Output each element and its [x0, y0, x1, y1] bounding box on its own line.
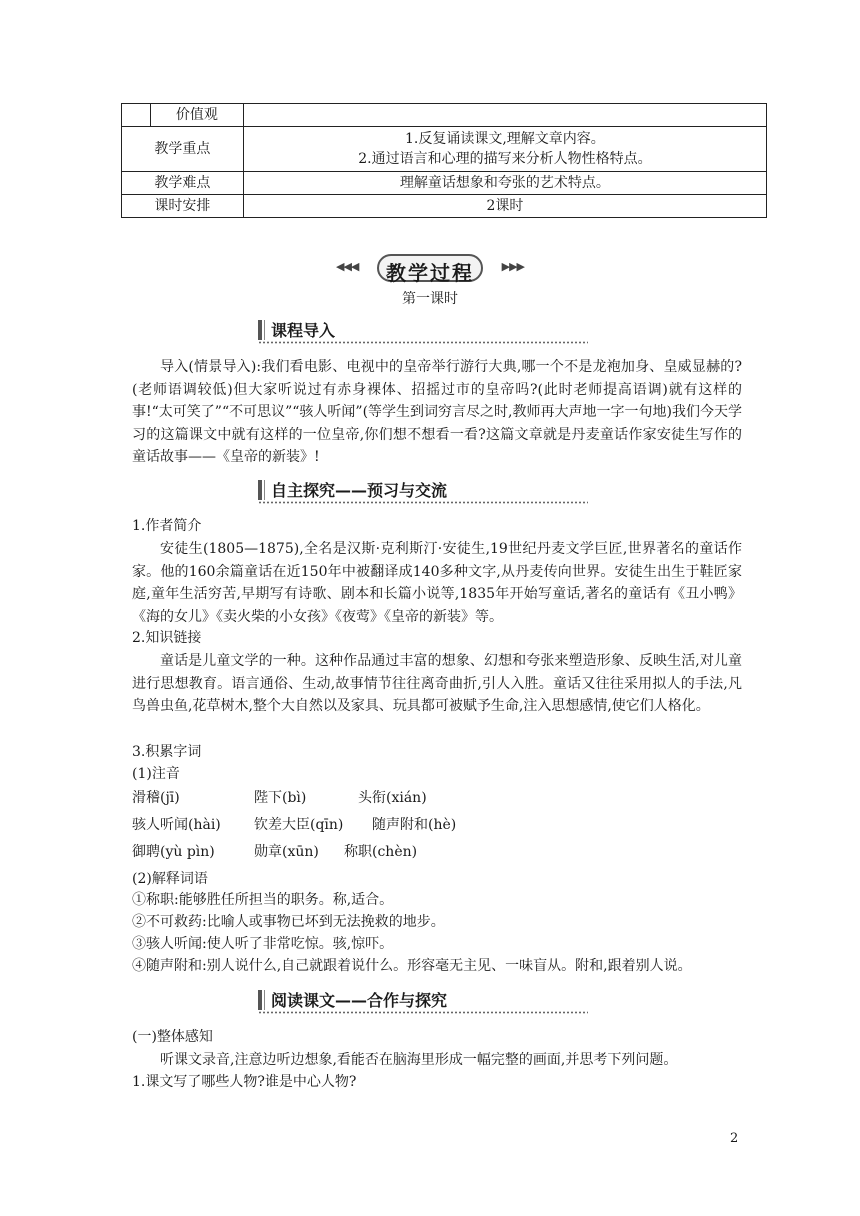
table-row-value [243, 104, 766, 127]
explanation-item: ①称职:能够胜任所担当的职务。称,适合。 [132, 892, 394, 908]
table-row-value: 1.反复诵读课文,理解文章内容。 2.通过语言和心理的描写来分析人物性格特点。 [243, 127, 766, 172]
knowledge-paragraph: 童话是儿童文学的一种。这种作品通过丰富的想象、幻想和夸张来塑造形象、反映生活,对儿童进行思想教育。语言通俗、生动,故事情节往往离奇曲折,引人入胜。童话又往往采用拟人的手法,凡鸟兽虫鱼,花草树木,整个大自然以及家具、玩具都可被赋予生命,注入思想感情,使它们人格化。 [132, 653, 742, 715]
section-heading-self-study [258, 478, 588, 504]
section-heading-reading [258, 988, 588, 1014]
table-row-label: 教学难点 [122, 172, 244, 195]
section-heading-text: 阅读课文——合作与探究 [271, 991, 448, 1010]
table-row-label: 教学重点 [122, 127, 244, 172]
explanation-item: ②不可救药:比喻人或事物已坏到无法挽救的地步。 [132, 914, 445, 930]
table-cell-empty [122, 104, 151, 127]
section-banner [330, 254, 530, 285]
section-heading-text: 课程导入 [271, 321, 336, 340]
lesson-info-table [121, 103, 767, 218]
pinyin-item: 勋章(xūn) [254, 844, 319, 860]
vocab-title: 3.积累字词 [132, 744, 202, 760]
part-title: (一)整体感知 [132, 1029, 213, 1045]
table-row [122, 104, 767, 127]
page-number: 2 [730, 1131, 739, 1146]
table-row-label: 价值观 [150, 104, 243, 127]
dotted-underline [258, 1011, 588, 1014]
banner-pill [377, 254, 483, 285]
pinyin-title: (1)注音 [132, 766, 180, 782]
reading-instruction: 听课文录音,注意边听边想象,看能否在脑海里形成一幅完整的画面,并思考下列问题。 [160, 1052, 678, 1068]
table-row-value: 2课时 [243, 195, 766, 218]
intro-paragraph: 导入(情景导入):我们看电影、电视中的皇帝举行游行大典,哪一个不是龙袍加身、皇威显赫的?(老师语调较低)但大家听说过有赤身裸体、招摇过市的皇帝吗?(此时老师提高语调)就有这样的事!“太可笑了”“不可思议”“骇人听闻”(等学生到词穷言尽之时,教师再大声地一字一句地)我们今天学习的这篇课文中就有这样的一位皇帝,你们想不想看一看?这篇文章就是丹麦童话作家安徒生写作的童话故事——《皇帝的新装》! [132, 359, 742, 466]
pinyin-item: 滑稽(jī) [132, 790, 180, 806]
explain-title: (2)解释词语 [132, 871, 208, 887]
author-title: 1.作者简介 [132, 518, 202, 534]
pinyin-item: 骇人听闻(hài) [132, 817, 221, 833]
banner-title: 教学过程 [386, 261, 474, 285]
lesson-label: 第一课时 [402, 291, 458, 307]
pinyin-item: 头衔(xián) [358, 790, 427, 806]
pinyin-item: 御聘(yù pìn) [132, 844, 215, 860]
table-row [122, 195, 767, 218]
right-arrows-icon: ▶▶▶ [501, 260, 524, 273]
knowledge-title: 2.知识链接 [132, 630, 202, 646]
pinyin-item: 钦差大臣(qīn) [254, 817, 344, 833]
pinyin-item: 陛下(bì) [254, 790, 307, 806]
dotted-underline [258, 501, 588, 504]
explanation-item: ④随声附和:别人说什么,自己就跟着说什么。形容毫无主见、一味盲从。附和,跟着别人说。 [132, 958, 692, 974]
table-row [122, 172, 767, 195]
explanation-item: ③骇人听闻:使人听了非常吃惊。骇,惊吓。 [132, 936, 394, 952]
section-heading-text: 自主探究——预习与交流 [271, 481, 448, 500]
table-row [122, 127, 767, 172]
section-heading-intro [258, 318, 588, 344]
pinyin-item: 称职(chèn) [344, 844, 418, 860]
dotted-underline [258, 341, 588, 344]
table-row-label: 课时安排 [122, 195, 244, 218]
author-paragraph: 安徒生(1805—1875),全名是汉斯·克利斯汀·安徒生,19世纪丹麦文学巨匠,世界著名的童话作家。他的160余篇童话在近150年中被翻译成140多种文字,从丹麦传向世界。安徒生出生于鞋匠家庭,童年生活穷苦,早期写有诗歌、剧本和长篇小说等,1835年开始写童话,著名的童话有《丑小鸭》《海的女儿》《卖火柴的小女孩》《夜莺》《皇帝的新装》等。 [132, 541, 742, 625]
pinyin-item: 随声附和(hè) [372, 817, 457, 833]
left-arrows-icon: ◀◀◀ [336, 260, 359, 273]
table-row-value: 理解童话想象和夸张的艺术特点。 [243, 172, 766, 195]
question-1: 1.课文写了哪些人物?谁是中心人物? [132, 1074, 357, 1090]
